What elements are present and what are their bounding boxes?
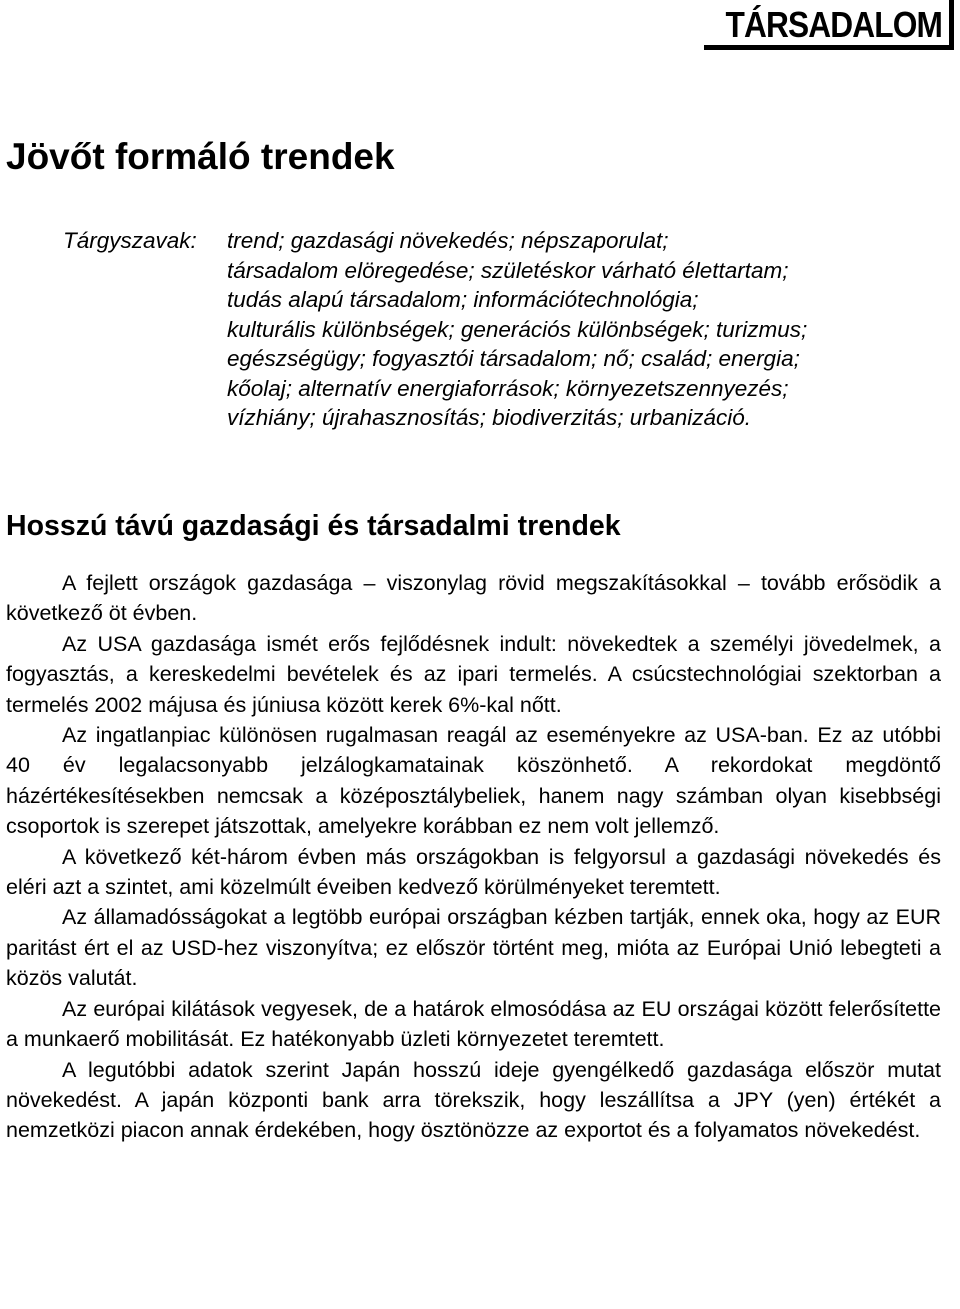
keywords-line: tudás alapú társadalom; információtechnológia; <box>227 287 699 312</box>
article-title: Jövőt formáló trendek <box>6 136 395 177</box>
paragraph: Az európai kilátások vegyesek, de a határok elmosódása az EU országai között felerősítette a munkaerő mobilitását. Ez hatékonyabb üzleti környezetet teremtett. <box>6 996 941 1052</box>
section-heading: Hosszú távú gazdasági és társadalmi trendek <box>6 510 621 542</box>
keywords-line: társadalom elöregedése; születéskor várható élettartam; <box>227 257 789 283</box>
keywords-list <box>227 226 807 433</box>
keywords-line: trend; gazdasági növekedés; népszaporulat; <box>227 228 669 253</box>
section-label: TÁRSADALOM <box>725 4 942 45</box>
paragraph: Az USA gazdasága ismét erős fejlődésnek indult: növekedtek a személyi jövedelmek, a fogyasztás, a kereskedelmi bevételek és az ipari termelés. A csúcstechnológiai szektorban a termelés 2002 májusa és júniusa között kerek 6%-kal nőtt. <box>6 631 941 717</box>
keywords-block <box>63 226 807 433</box>
paragraph: Az ingatlanpiac különösen rugalmasan reagál az eseményekre az USA-ban. Ez az utóbbi 40 év legalacsonyabb jelzálogkamatainak köszönhető. A rekordokat megdöntő házértékesítésekben nemcsak a középosztálybeliek, hanem nagy számban olyan kisebbségi csoportok is szerepet játszottak, amelyekre korábban ez nem volt jellemző. <box>6 723 941 839</box>
keywords-line: vízhiány; újrahasznosítás; biodiverzitás; urbanizáció. <box>227 405 752 430</box>
keywords-line: kőolaj; alternatív energiaforrások; környezetszennyezés; <box>227 375 789 401</box>
paragraph: A legutóbbi adatok szerint Japán hosszú ideje gyengélkedő gazdasága először mutat növekedést. A japán központi bank arra törekszik, hogy leszállítsa a JPY (yen) értékét a nemzetközi piacon annak érdekében, hogy ösztönözze az exportot és a folyamatos növekedést. <box>6 1057 941 1143</box>
paragraph: A fejlett országok gazdasága – viszonylag rövid megszakításokkal – tovább erősödik a következő öt évben. <box>6 571 941 626</box>
keywords-label: Tárgyszavak: <box>63 228 197 253</box>
article-body <box>6 568 941 1146</box>
paragraph: Az államadósságokat a legtöbb európai országban kézben tartják, ennek oka, hogy az EUR paritást ért el az USD-hez viszonyítva; ez először történt meg, mióta az Európai Unió lebegteti a közös valutát. <box>6 905 941 991</box>
keywords-line: kulturális különbségek; generációs különbségek; turizmus; <box>227 316 808 342</box>
paragraph: A következő két-három évben más országokban is felgyorsul a gazdasági növekedés és eléri azt a szintet, ami közelmúlt éveiben kedvező körülményeket teremtett. <box>6 844 941 900</box>
keywords-line: egészségügy; fogyasztói társadalom; nő; család; energia; <box>227 346 800 371</box>
